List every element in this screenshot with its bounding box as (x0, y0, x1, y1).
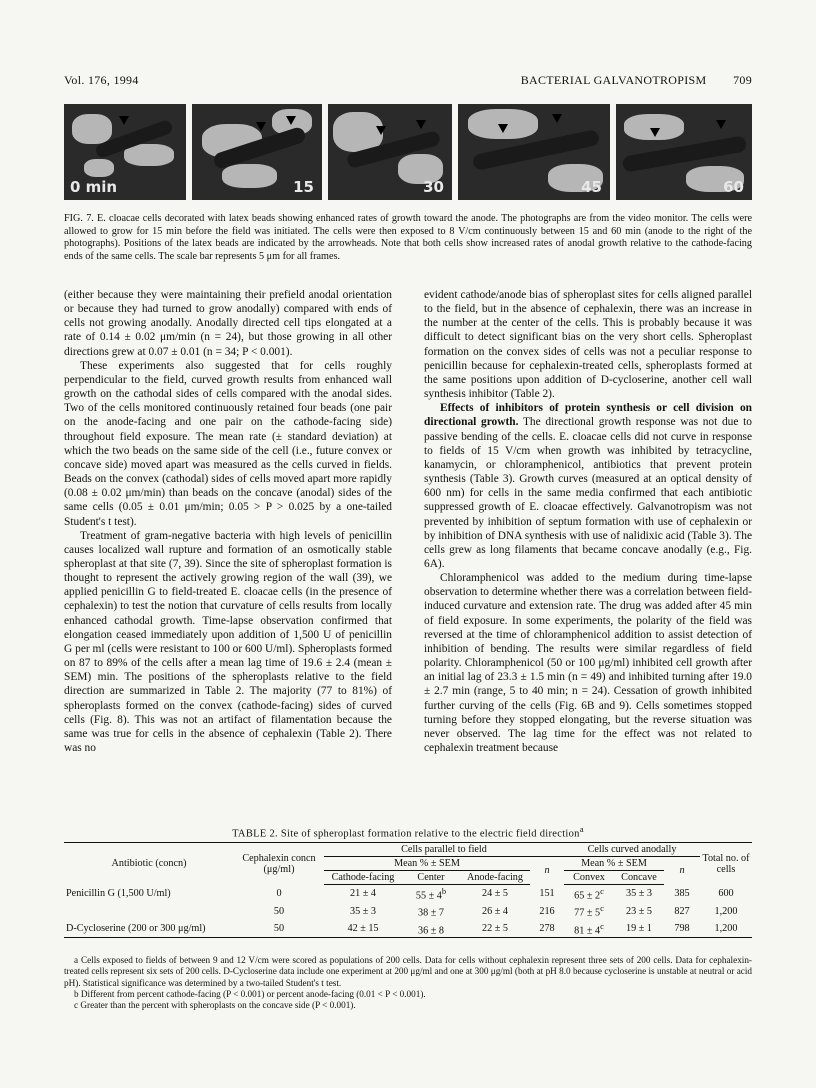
cell-note: c (600, 920, 604, 931)
header-n: n (679, 865, 685, 877)
cell-n: 798 (664, 920, 700, 938)
photo-frame-60 (616, 104, 752, 200)
header-antibiotic: Antibiotic (concn) (64, 843, 234, 885)
header-convex: Convex (564, 871, 614, 885)
cell-total: 1,200 (700, 920, 752, 938)
cell-concave: 23 ± 5 (626, 905, 652, 917)
running-header-volume: Vol. 176, 1994 (64, 73, 139, 87)
cell-value: 81 ± 4 (574, 925, 601, 937)
cell-n: 216 (539, 905, 555, 917)
cell-cathode: 21 ± 4 (350, 888, 376, 900)
footnote: c Greater than the percent with spheroplasts on the concave side (P < 0.001). (74, 1000, 356, 1011)
paragraph (424, 401, 752, 571)
cell-ceph: 0 (276, 887, 282, 899)
footnote: a Cells exposed to fields of between 9 and 12 V/cm were scored as populations of 200 cells. Data for cells without cephalexin represent three sets of 200 cells. Data for cephalexin-treated cells represent six sets of 200 cells. D-Cycloserine data include one experiment at 200 μg/ml and one at 300 μg/ml (both at pH 8.0 because cycloserine is unstable at neutral or acid pH). Statistical significance was determined by a two-tailed Student's t test. (64, 955, 752, 988)
cell-value: 77 ± 5 (574, 907, 601, 919)
footnote: b Different from percent cathode-facing (P < 0.001) or percent anode-facing (0.01 < P < 0.001). (74, 988, 426, 999)
cell-total: 600 (718, 887, 734, 899)
paragraph: These experiments also suggested that for cells roughly perpendicular to the field, curved growth results from enhanced wall growth on the cathodal sides of cells compared with the anodal sides. Two of the cells monitored continuously retained four beads (one pair on the anode-facing and one pair on the cathode-facing side) throughout field exposure. The mean rate (± standard deviation) at which the two beads on the same side of the cell (i.e., future convex or concave side) moved apart was measured as the cells curved in fields. Beads on the convex (cathodal) sides of cells moved apart more rapidly (0.08 ± 0.02 μm/min) than beads on the concave (anodal) sides of the same cells (0.05 ± 0.01 μm/min; 0.05 > P > 0.025 by a one-tailed Student's t test). (64, 359, 392, 528)
cell-center (402, 885, 460, 903)
cell-convex (564, 885, 614, 903)
header-mean-sem: Mean % ± SEM (564, 857, 664, 871)
header-anode: Anode-facing (460, 871, 530, 885)
photo-frame-45 (458, 104, 610, 200)
figure-7-caption: FIG. 7. E. cloacae cells decorated with latex beads showing enhanced rates of growth toward the anode. The photographs are from the video monitor. The cells were allowed to grow for 15 min before the field was initiated. The cells were then exposed to 8 V/cm continuously between 15 and 60 min (anode to the right of the photographs). Positions of the latex beads are indicated by the arrowheads. Note that both cells show increased rates of anodal growth relative to the cathode-facing ends of the same cells. The scale bar represents 5 μm for all frames. (64, 213, 752, 262)
cell-value: 55 ± 4 (415, 890, 442, 902)
figure-7-photo-strip (64, 104, 752, 200)
table-2 (64, 842, 752, 938)
cell-value: 38 ± 7 (418, 907, 444, 919)
paragraph: Chloramphenicol was added to the medium during time-lapse observation to determine whether there was a correlation between field-induced curvature and extension rate. The drug was added after 45 min of field exposure. In some experiments, the polarity of the field was reversed at the time of chloramphenicol addition to assist detection of inhibition of bending. The results were similar regardless of field polarity. Chloramphenicol (50 or 100 μg/ml) inhibited cell growth after an initial lag of 23.3 ± 1.5 min (n = 49) and inhibited turning after 19.0 ± 2.7 min (range, 5 to 40 min; n = 24). Cessation of growth inhibited further curving of the cells (Fig. 6B and 9). Cells sometimes stopped turning before they stopped elongating, but the reverse situation was never observed. The lag time for the effect was not related to cephalexin treatment because (424, 572, 752, 754)
photo-frame-0 (64, 104, 186, 200)
table-title-text: TABLE 2. Site of spheroplast formation relative to the electric field direction (232, 828, 580, 840)
header-total: Total no. of cells (700, 843, 752, 885)
left-column (64, 288, 392, 755)
section-heading: Effects of inhibitors of protein synthesis or cell division on directional growth. (424, 402, 752, 429)
cell-ceph: 50 (234, 920, 324, 938)
cell-value: 65 ± 2 (574, 890, 601, 902)
photo-frame-label: 45 (581, 178, 602, 196)
running-header-title (521, 73, 752, 88)
cell-anode: 26 ± 4 (482, 905, 508, 917)
paragraph: evident cathode/anode bias of spheroplast sites for cells aligned parallel to the field, but in the absence of cephalexin, there was an increase in the number at the center of the cells. This is probably because it was difficult to detect significant bias on the very short cells. Spheroplast formation on the convex sides of cells was not a peculiar response to penicillin because for cephalexin-treated cells, spheroplasts formed at the same positions upon addition of D-cycloserine, another cell wall synthesis inhibitor (Table 2). (424, 289, 752, 401)
table-row (64, 920, 752, 938)
header-concave: Concave (614, 871, 664, 885)
cell-center (402, 920, 460, 938)
table-row (64, 902, 752, 919)
photo-frame-label: 60 (723, 178, 744, 196)
cell-n: 827 (674, 905, 690, 917)
cell-cathode: 35 ± 3 (350, 905, 376, 917)
header-curved: Cells curved anodally (564, 843, 700, 857)
cell-n: 278 (530, 920, 564, 938)
photo-frame-label: 30 (423, 178, 444, 196)
table-title-note: a (579, 824, 584, 834)
cell-antibiotic: Penicillin G (1,500 U/ml) (66, 887, 171, 899)
cell-antibiotic: D-Cycloserine (200 or 300 μg/ml) (64, 920, 234, 938)
photo-frame-30 (328, 104, 452, 200)
right-column (424, 288, 752, 755)
header-center: Center (402, 871, 460, 885)
cell-value: 36 ± 8 (418, 925, 444, 937)
photo-frame-label: 15 (293, 178, 314, 196)
running-title: BACTERIAL GALVANOTROPISM (520, 73, 707, 87)
photo-frame-15 (192, 104, 322, 200)
paragraph-text: The directional growth response was not due to passive bending of the cells. E. cloacae cells did not curve in response to fields of 15 V/cm when growth was inhibited by tetracycline, kanamycin, or chloramphenicol, antibiotics that prevent protein synthesis (Table 3). Growth curves (measured at an optical density of 600 nm) for cells in the same media confirmed that each antibiotic suppressed growth of E. cloacae effectively. Galvanotropism was not prevented by inhibition of septum formation with use of cephalexin or by inhibition of DNA synthesis with use of nalidixic acid (Table 3). The cells grew as long filaments that became concave anodally (e.g., Fig. 6A). (424, 416, 752, 570)
cell-n: 151 (539, 887, 555, 899)
cell-convex (564, 902, 614, 919)
cell-center (402, 902, 460, 919)
photo-frame-label: 0 min (70, 178, 118, 196)
cell-concave: 35 ± 3 (626, 888, 652, 900)
header-n: n (544, 865, 550, 877)
cell-anode: 24 ± 5 (482, 888, 508, 900)
paragraph: (either because they were maintaining their prefield anodal orientation or because they had turned to grow anodally) compared with ends of cells not growing anodally. Anodally directed cell tips elongated at a rate of 0.14 ± 0.02 μm/min (n = 24), but those growing in all other directions grew at 0.07 ± 0.01 (n = 34; P < 0.001). (64, 289, 392, 358)
cell-note: c (600, 886, 604, 896)
header-cathode: Cathode-facing (324, 871, 402, 885)
cell-concave: 19 ± 1 (614, 920, 664, 938)
cell-antibiotic (64, 902, 234, 919)
cell-cathode: 42 ± 15 (324, 920, 402, 938)
paragraph: Treatment of gram-negative bacteria with high levels of penicillin causes localized wall rupture and formation of an osmotically stable spheroplast at that site (7, 39). Since the site of spheroplast formation is thought to represent the actively growing region of the wall (39), we applied penicillin G to field-treated E. cloacae cells (in the presence of cephalexin) to test the notion that curvature of cells results from locally enhanced cathodal growth. Time-lapse observation confirmed that elongation ceased immediately upon addition of 1,500 U of penicillin G per ml (cells were resistant to 100 or 600 U/ml). Spheroplasts formed on 87 to 89% of the cells after a mean lag time of 19.6 ± 2.4 (mean ± SEM) min. The positions of the spheroplasts relative to the field direction are summarized in Table 2. The majority (77 to 81%) of spheroplasts formed on the convex (cathode-facing) sides of curved cells (Fig. 8). This was not an artifact of filamentation because the same was true for cells in the absence of cephalexin (Table 2). There was no (64, 529, 392, 754)
table-row (64, 885, 752, 903)
header-parallel: Cells parallel to field (324, 843, 564, 857)
cell-convex (564, 920, 614, 938)
cell-n: 385 (674, 887, 690, 899)
cell-anode: 22 ± 5 (460, 920, 530, 938)
page-number: 709 (733, 73, 752, 87)
cell-total: 1,200 (714, 905, 738, 917)
header-mean-sem: Mean % ± SEM (324, 857, 530, 871)
header-cephalexin: Cephalexin concn (μg/ml) (234, 843, 324, 885)
table-2-title (64, 824, 752, 840)
cell-note: b (441, 886, 447, 896)
cell-note: c (600, 903, 604, 914)
table-2-footnotes (64, 955, 752, 1011)
cell-ceph: 50 (273, 905, 285, 917)
